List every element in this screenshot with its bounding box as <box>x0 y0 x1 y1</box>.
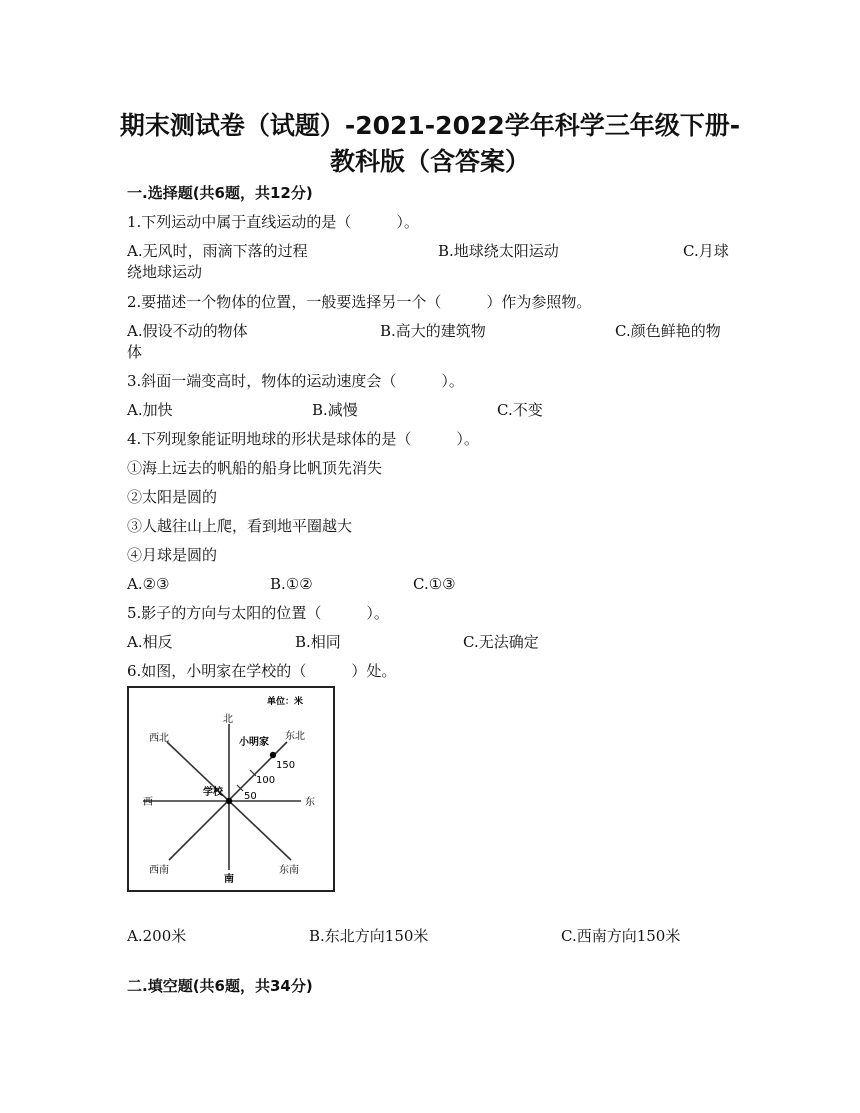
question-5-stem: 5.影子的方向与太阳的位置（ ）。 <box>127 604 389 622</box>
question-2-option-c: C.颜色鲜艳的物 <box>615 322 721 340</box>
direction-map-figure <box>127 686 335 892</box>
title-line-2: 教科版（含答案） <box>329 147 530 176</box>
section-heading-fill-in: 二.填空题(共6题，共34分) <box>127 977 313 995</box>
question-1-option-a: A.无风时，雨滴下落的过程 <box>127 242 308 260</box>
question-3-option-c: C.不变 <box>497 401 543 419</box>
distance-50-label: 50 <box>244 791 257 802</box>
question-3-option-a: A.加快 <box>127 401 173 419</box>
distance-100-label: 100 <box>256 775 276 786</box>
question-6-option-c: C.西南方向150米 <box>561 927 681 945</box>
southeast-label: 东南 <box>279 865 299 876</box>
question-3-option-b: B.减慢 <box>312 401 358 419</box>
distance-150-label: 150 <box>276 760 296 771</box>
north-label: 北 <box>223 714 233 725</box>
section-heading-choice: 一.选择题(共6题，共12分) <box>127 184 313 202</box>
southwest-label: 西南 <box>149 865 169 876</box>
question-3-stem: 3.斜面一端变高时，物体的运动速度会（ ）。 <box>127 372 464 390</box>
question-6-option-a: A.200米 <box>127 927 187 945</box>
title-line-1: 期末测试卷（试题）-2021-2022学年科学三年级下册- <box>119 111 741 140</box>
question-5-option-a: A.相反 <box>127 633 173 651</box>
question-4-item-1: ①海上远去的帆船的船身比帆顶先消失 <box>127 459 383 477</box>
question-4-item-3: ③人越往山上爬，看到地平圈越大 <box>127 517 353 535</box>
unit-label: 单位：米 <box>267 697 304 707</box>
question-5-option-c: C.无法确定 <box>463 633 539 651</box>
question-2-stem: 2.要描述一个物体的位置，一般要选择另一个（ ）作为参照物。 <box>127 293 592 311</box>
question-2-option-c-wrap: 体 <box>127 343 143 361</box>
east-label: 东 <box>305 797 315 808</box>
home-point <box>270 752 276 758</box>
question-1-option-c-wrap: 绕地球运动 <box>127 263 203 281</box>
question-4-option-a: A.②③ <box>127 575 170 593</box>
question-2-option-b: B.高大的建筑物 <box>380 322 486 340</box>
question-4-item-2: ②太阳是圆的 <box>127 488 218 506</box>
question-4-option-c: C.①③ <box>413 575 456 593</box>
question-2-option-a: A.假设不动的物体 <box>127 322 248 340</box>
question-5-option-b: B.相同 <box>295 633 341 651</box>
south-label: 南 <box>224 874 234 885</box>
west-label: 西 <box>143 797 153 808</box>
direction-map-svg <box>129 688 333 890</box>
northwest-label: 西北 <box>149 733 169 744</box>
question-1-stem: 1.下列运动中属于直线运动的是（ ）。 <box>127 213 419 231</box>
question-1-option-b: B.地球绕太阳运动 <box>438 242 559 260</box>
school-point <box>226 798 232 804</box>
question-6-option-b: B.东北方向150米 <box>309 927 429 945</box>
question-4-item-4: ④月球是圆的 <box>127 546 218 564</box>
home-label: 小明家 <box>239 737 269 748</box>
question-4-option-b: B.①② <box>270 575 313 593</box>
question-1-option-c: C.月球 <box>683 242 729 260</box>
page-title <box>100 108 760 180</box>
question-6-stem: 6.如图，小明家在学校的（ ）处。 <box>127 662 397 680</box>
northeast-label: 东北 <box>285 731 305 742</box>
school-label: 学校 <box>203 787 223 798</box>
question-4-stem: 4.下列现象能证明地球的形状是球体的是（ ）。 <box>127 430 479 448</box>
